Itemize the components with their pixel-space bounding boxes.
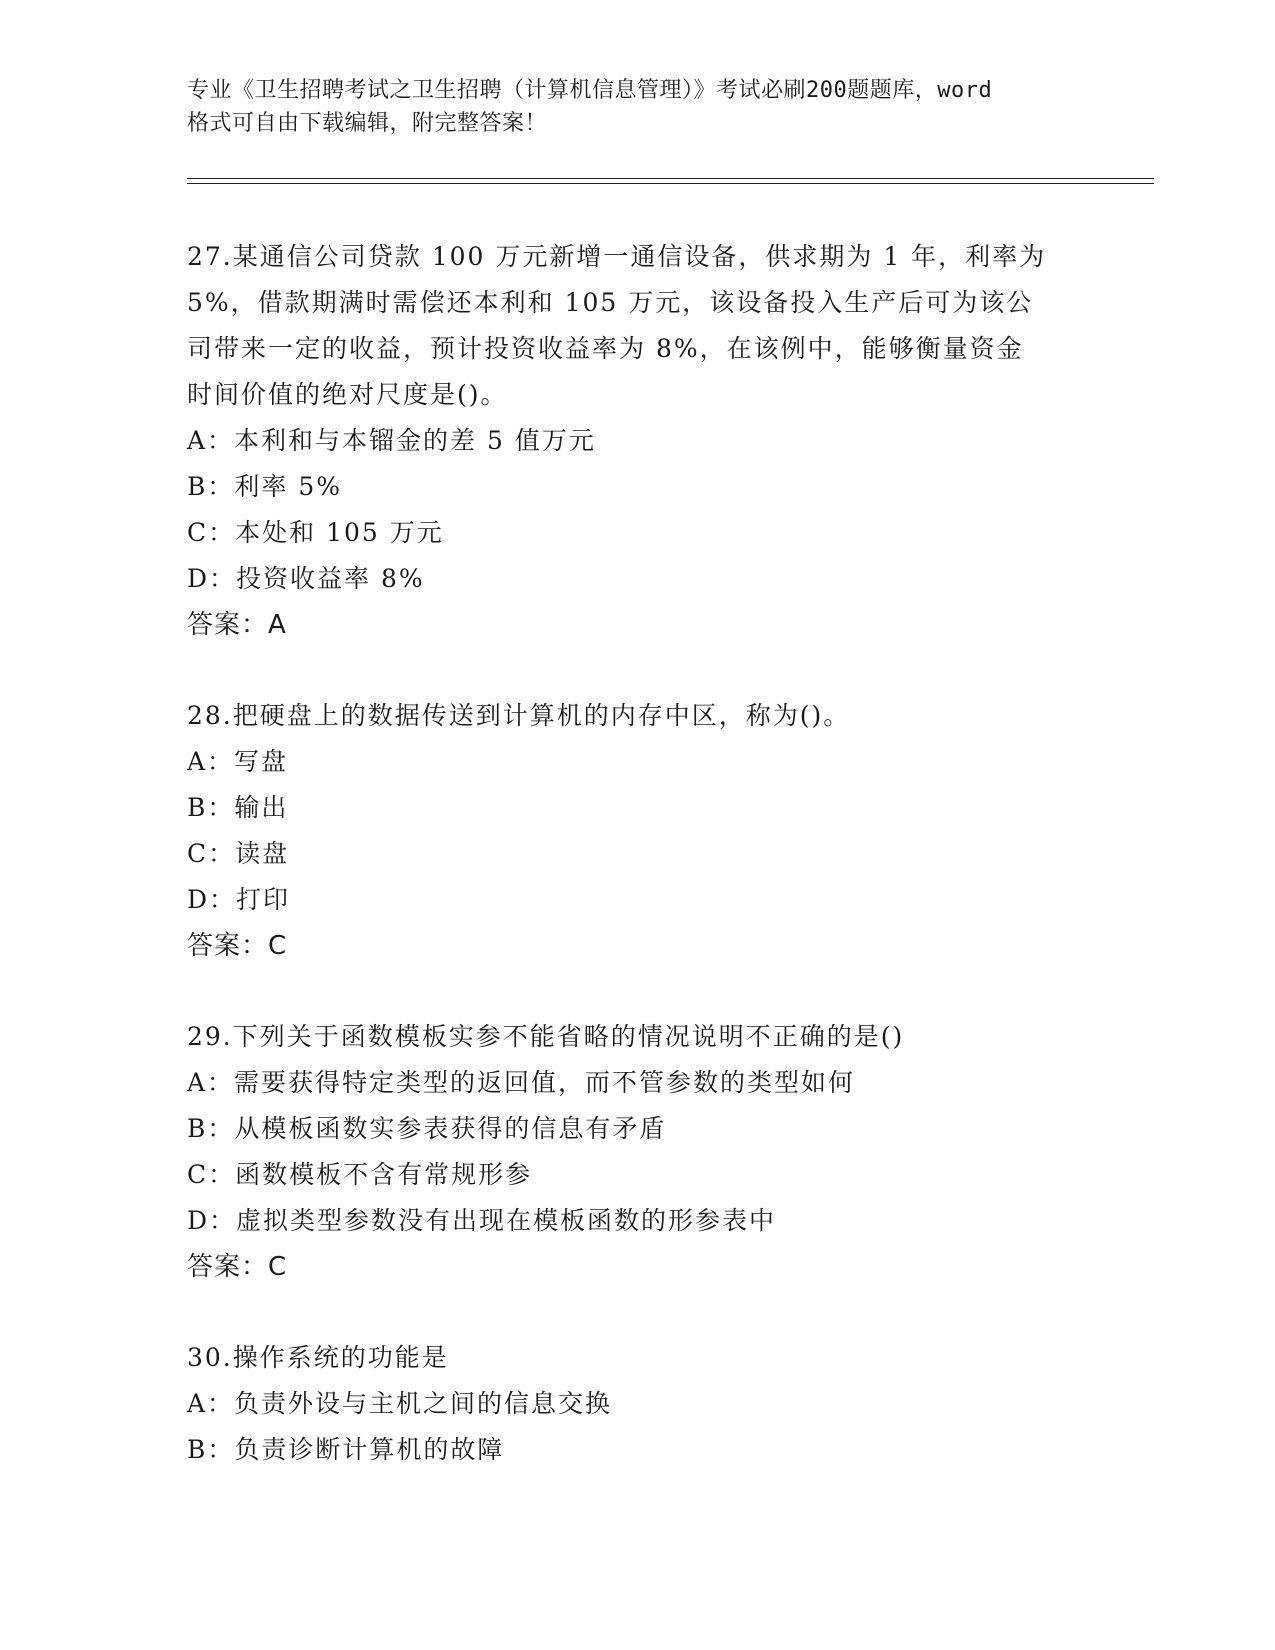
question-30 bbox=[187, 1335, 1087, 1473]
header-divider-top bbox=[187, 178, 1154, 179]
question-stem bbox=[187, 1014, 1087, 1060]
header-divider-bottom bbox=[187, 183, 1154, 184]
header-line: 格式可自由下载编辑，附完整答案！ bbox=[187, 111, 548, 136]
option-a: A：需要获得特定类型的返回值，而不管参数的类型如何 bbox=[187, 1068, 856, 1097]
option-a: A：负责外设与主机之间的信息交换 bbox=[187, 1389, 613, 1418]
option-c: C：读盘 bbox=[187, 839, 290, 868]
option-d: D：打印 bbox=[187, 885, 291, 914]
document-header bbox=[187, 74, 1107, 140]
option-b: B：负责诊断计算机的故障 bbox=[187, 1435, 505, 1464]
stem-line: 28.把硬盘上的数据传送到计算机的内存中区，称为()。 bbox=[187, 701, 851, 730]
stem-line: 时间价值的绝对尺度是()。 bbox=[187, 380, 508, 409]
question-stem bbox=[187, 693, 1087, 739]
option-a: A：本利和与本镏金的差 5 值万元 bbox=[187, 426, 596, 455]
option-b: B：从模板函数实参表获得的信息有矛盾 bbox=[187, 1114, 667, 1143]
option-a: A：写盘 bbox=[187, 747, 289, 776]
answer-line: 答案：C bbox=[187, 931, 288, 961]
option-d: D：投资收益率 8% bbox=[187, 564, 425, 593]
option-c: C：函数模板不含有常规形参 bbox=[187, 1160, 533, 1189]
stem-line: 29.下列关于函数模板实参不能省略的情况说明不正确的是() bbox=[187, 1022, 905, 1051]
option-d: D：虚拟类型参数没有出现在模板函数的形参表中 bbox=[187, 1206, 777, 1235]
option-b: B：利率 5% bbox=[187, 472, 342, 501]
answer-line: 答案：C bbox=[187, 1252, 288, 1282]
option-b: B：输出 bbox=[187, 793, 289, 822]
option-c: C：本处和 105 万元 bbox=[187, 518, 444, 547]
stem-line: 27.某通信公司贷款 100 万元新增一通信设备，供求期为 1 年，利率为 bbox=[187, 242, 1047, 271]
answer-line: 答案：A bbox=[187, 610, 287, 640]
stem-line: 30.操作系统的功能是 bbox=[187, 1343, 449, 1372]
header-line: 专业《卫生招聘考试之卫生招聘（计算机信息管理）》考试必刷200题题库，word bbox=[187, 78, 993, 103]
question-stem bbox=[187, 234, 1087, 418]
question-28 bbox=[187, 693, 1087, 969]
question-list bbox=[187, 234, 1087, 1518]
stem-line: 司带来一定的收益，预计投资收益率为 8%，在该例中，能够衡量资金 bbox=[187, 334, 1024, 363]
question-stem bbox=[187, 1335, 1087, 1381]
question-27 bbox=[187, 234, 1087, 648]
stem-line: 5%，借款期满时需偿还本利和 105 万元，该设备投入生产后可为该公 bbox=[187, 288, 1034, 317]
question-29 bbox=[187, 1014, 1087, 1290]
